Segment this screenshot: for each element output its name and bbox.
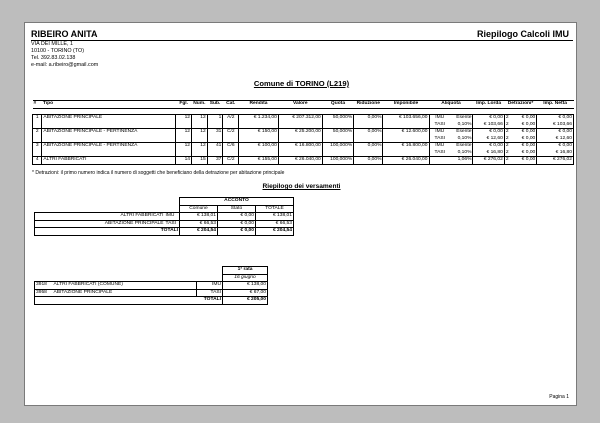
row-aliquota: 0,10%: [450, 122, 473, 129]
rata-totals-label: TOTALI: [35, 297, 223, 305]
row-rendita: € 100,00: [239, 143, 279, 150]
row-tax-type: TASI: [429, 122, 450, 129]
row-aliquota: Esente: [450, 143, 473, 150]
rata-row-tax: TASI: [197, 289, 223, 297]
row-foglio: 12: [176, 143, 192, 150]
row-detrazioni-count: 2: [505, 115, 509, 120]
col-header: Sub.: [207, 101, 223, 109]
col-header-stato: Stato: [218, 205, 256, 213]
rata-row-code: 3958: [35, 289, 53, 297]
row-aliquota: 1,06%: [450, 157, 473, 165]
row-valore: [278, 136, 322, 143]
row-numero: [192, 122, 208, 129]
row-imp-lorda: € 103,66: [473, 122, 504, 129]
rata-row-amount: € 138,00: [223, 282, 268, 290]
row-quota: 50,000%: [322, 115, 353, 122]
rata-row-code: 3918: [35, 282, 53, 290]
row-tax-type: IMU: [429, 129, 450, 136]
row-sub: 31: [207, 129, 223, 136]
col-header-totale: TOTALE: [256, 205, 294, 213]
row-numero: [192, 136, 208, 143]
row-rendita: € 155,00: [239, 157, 279, 165]
row-sub: 37: [207, 157, 223, 165]
row-numero: 12: [192, 115, 208, 122]
col-header-comune: Comune: [180, 205, 218, 213]
row-number: [33, 136, 42, 143]
row-detrazioni: [504, 136, 536, 143]
address-line-2: 10100 - TORINO (TO): [31, 48, 85, 54]
row-riduzione: [354, 136, 383, 143]
row-number: [33, 150, 42, 157]
row-quota: [322, 122, 353, 129]
phone-number: Tel. 392.83.02.138: [31, 55, 76, 61]
riepilogo-title: Riepilogo dei versamenti: [262, 183, 341, 190]
row-riduzione: 0,00%: [354, 143, 383, 150]
rata-title: 1ª rata: [223, 267, 268, 275]
row-riduzione: 0,00%: [354, 157, 383, 165]
acconto-title: ACCONTO: [180, 198, 294, 206]
row-aliquota: Esente: [450, 129, 473, 136]
row-number: 4: [33, 157, 42, 165]
col-header: Detrazioni*: [504, 101, 536, 109]
row-riduzione: 0,00%: [354, 115, 383, 122]
row-imponibile: [383, 122, 429, 129]
table-row: [33, 150, 574, 157]
row-sub: [207, 150, 223, 157]
table-row: [33, 129, 574, 136]
row-imp-lorda: € 276,02: [473, 157, 504, 165]
row-detrazioni-count: 2: [505, 143, 509, 148]
row-imp-netta: € 0,00: [537, 115, 574, 122]
acconto-row-totale: € 138,01: [256, 213, 294, 221]
row-tax-type: IMU: [429, 115, 450, 122]
address-line-1: VIA DEI MILLE, 1: [31, 41, 73, 47]
row-detrazioni-amount: € 0,00: [521, 129, 536, 134]
rata-row: [35, 282, 268, 290]
row-riduzione: [354, 122, 383, 129]
row-tipo: [42, 150, 176, 157]
row-tax-type: IMU: [429, 143, 450, 150]
row-detrazioni: [504, 150, 536, 157]
table-row: [33, 136, 574, 143]
col-header: Fgl.: [176, 101, 192, 109]
row-imp-netta: € 103,66: [537, 122, 574, 129]
row-valore: € 16.800,00: [278, 143, 322, 150]
row-tipo: [42, 136, 176, 143]
row-numero: 15: [192, 157, 208, 165]
acconto-row-comune: € 66,53: [180, 220, 218, 228]
table-row: [33, 115, 574, 122]
rata-row-label: ALTRI FABBRICATI (COMUNE): [53, 282, 197, 290]
row-valore: € 26.040,00: [278, 157, 322, 165]
row-categoria: C/6: [223, 143, 239, 150]
row-foglio: [176, 122, 192, 129]
row-sub: [207, 136, 223, 143]
col-header: Tipo: [42, 101, 176, 109]
row-number: 3: [33, 143, 42, 150]
rata-total: € 205,00: [223, 297, 268, 305]
col-header: Riduzione: [354, 101, 383, 109]
col-header: Aliquota: [429, 101, 473, 109]
row-sub: 41: [207, 143, 223, 150]
properties-table: [32, 100, 574, 165]
row-number: 1: [33, 115, 42, 122]
row-detrazioni-count: 2: [505, 135, 509, 141]
rata-date: 16 giugno: [223, 274, 268, 282]
acconto-table: [34, 197, 294, 236]
col-header: Imp. Netta: [537, 101, 574, 109]
acconto-row-comune: € 138,01: [180, 213, 218, 221]
row-imponibile: € 16.800,00: [383, 143, 429, 150]
row-imp-lorda: € 0,00: [473, 115, 504, 122]
col-header: Imp. Lorda: [473, 101, 504, 109]
row-tipo: ABITAZIONE PRINCIPALE: [42, 115, 176, 122]
row-tax-type: [429, 157, 450, 165]
row-numero: 12: [192, 129, 208, 136]
row-quota: [322, 150, 353, 157]
row-tipo: ALTRI FABBRICATI: [42, 157, 176, 165]
row-tipo: [42, 122, 176, 129]
owner-name: RIBEIRO ANITA: [31, 29, 98, 39]
row-imp-lorda: € 0,00: [473, 129, 504, 136]
row-imp-netta: € 276,02: [537, 157, 574, 165]
acconto-row: [35, 213, 294, 221]
report-title: Riepilogo Calcoli IMU: [476, 29, 569, 39]
row-detrazioni-amount: € 0,00: [521, 143, 536, 148]
row-detrazioni: [504, 122, 536, 129]
table-row: [33, 143, 574, 150]
row-imponibile: [383, 136, 429, 143]
row-valore: € 25.200,00: [278, 129, 322, 136]
row-quota: 50,000%: [322, 129, 353, 136]
row-categoria: [223, 136, 239, 143]
rata-table: [34, 266, 268, 305]
row-foglio: [176, 150, 192, 157]
row-detrazioni-amount: € 0,00: [521, 149, 536, 155]
rata-totals-row: [35, 297, 268, 305]
row-sub: 1: [207, 115, 223, 122]
row-detrazioni-amount: € 0,00: [521, 121, 536, 127]
row-quota: 100,000%: [322, 143, 353, 150]
row-imp-netta: € 12,60: [537, 136, 574, 143]
acconto-row-label: ALTRI FABBRICATI: [35, 213, 165, 221]
rata-row-amount: € 67,00: [223, 289, 268, 297]
row-quota: [322, 136, 353, 143]
row-foglio: 12: [176, 115, 192, 122]
row-rendita: [239, 150, 279, 157]
row-rendita: [239, 136, 279, 143]
row-categoria: A/2: [223, 115, 239, 122]
row-imp-netta: € 0,00: [537, 143, 574, 150]
row-numero: 12: [192, 143, 208, 150]
col-header: Num.: [192, 101, 208, 109]
row-foglio: 12: [176, 129, 192, 136]
row-valore: [278, 122, 322, 129]
row-categoria: C/2: [223, 157, 239, 165]
row-tax-type: TASI: [429, 150, 450, 157]
row-riduzione: [354, 150, 383, 157]
col-header: Rendita: [239, 101, 279, 109]
header-rule: [31, 40, 573, 41]
acconto-total-totale: € 204,54: [256, 228, 294, 236]
table-row: [33, 157, 574, 165]
report-page: [24, 22, 577, 406]
row-quota: 100,000%: [322, 157, 353, 165]
email-address: e-mail: a.ribeiro@gmail.com: [31, 62, 99, 68]
row-categoria: [223, 150, 239, 157]
acconto-totals-label: TOTALI: [35, 228, 180, 236]
row-detrazioni-count: 2: [505, 129, 509, 134]
row-imponibile: € 12.600,00: [383, 129, 429, 136]
acconto-row-stato: € 0,00: [218, 220, 256, 228]
row-imponibile: € 26.040,00: [383, 157, 429, 165]
row-detrazioni-amount: € 0,00: [521, 135, 536, 141]
row-imp-lorda: € 0,00: [473, 143, 504, 150]
detrazioni-note: * Detrazioni: il primo numero indica il numero di soggetti che beneficiano della detrazione per abitazione principale: [32, 170, 285, 176]
row-detrazioni-count: 2: [505, 149, 509, 155]
col-header: Valore: [278, 101, 322, 109]
row-imp-lorda: € 12,60: [473, 136, 504, 143]
row-rendita: € 150,00: [239, 129, 279, 136]
row-detrazioni: [504, 115, 536, 122]
acconto-total-comune: € 204,54: [180, 228, 218, 236]
acconto-row: [35, 220, 294, 228]
comune-title: Comune di TORINO (L219): [253, 79, 350, 88]
col-header: Imponibile: [383, 101, 429, 109]
acconto-row-totale: € 66,53: [256, 220, 294, 228]
row-categoria: [223, 122, 239, 129]
row-detrazioni: [504, 143, 536, 150]
row-number: [33, 122, 42, 129]
acconto-row-stato: € 0,00: [218, 213, 256, 221]
rata-row: [35, 289, 268, 297]
row-imp-netta: € 0,00: [537, 129, 574, 136]
row-aliquota: 0,10%: [450, 150, 473, 157]
table-header-row: [33, 101, 574, 109]
page-number: Pagina 1: [549, 394, 569, 400]
acconto-row-tax: TASI: [165, 220, 180, 228]
col-header: #: [33, 101, 42, 109]
row-sub: [207, 122, 223, 129]
row-foglio: 14: [176, 157, 192, 165]
row-imponibile: € 103.656,00: [383, 115, 429, 122]
row-detrazioni-count: 2: [505, 157, 509, 162]
row-aliquota: Esente: [450, 115, 473, 122]
row-valore: € 207.312,00: [278, 115, 322, 122]
row-detrazioni-amount: € 0,00: [521, 157, 536, 162]
row-rendita: [239, 122, 279, 129]
row-tipo: ABITAZIONE PRINCIPALE - PERTINENZA: [42, 143, 176, 150]
row-imponibile: [383, 150, 429, 157]
row-riduzione: 0,00%: [354, 129, 383, 136]
row-categoria: C/2: [223, 129, 239, 136]
rata-row-tax: IMU: [197, 282, 223, 290]
col-header: Cat.: [223, 101, 239, 109]
row-numero: [192, 150, 208, 157]
acconto-row-label: ABITAZIONE PRINCIPALE: [35, 220, 165, 228]
row-imp-lorda: € 16,80: [473, 150, 504, 157]
row-aliquota: 0,10%: [450, 136, 473, 143]
table-row: [33, 122, 574, 129]
rata-row-label: ABITAZIONE PRINCIPALE: [53, 289, 197, 297]
row-foglio: [176, 136, 192, 143]
row-detrazioni-count: 2: [505, 121, 509, 127]
row-tax-type: TASI: [429, 136, 450, 143]
acconto-total-stato: € 0,00: [218, 228, 256, 236]
row-number: 2: [33, 129, 42, 136]
row-detrazioni: [504, 129, 536, 136]
col-header: Quota: [322, 101, 353, 109]
row-rendita: € 1.234,00: [239, 115, 279, 122]
row-imp-netta: € 16,80: [537, 150, 574, 157]
row-valore: [278, 150, 322, 157]
acconto-row-tax: IMU: [165, 213, 180, 221]
row-tipo: ABITAZIONE PRINCIPALE - PERTINENZA: [42, 129, 176, 136]
acconto-totals-row: [35, 228, 294, 236]
row-detrazioni-amount: € 0,00: [521, 115, 536, 120]
row-detrazioni: [504, 157, 536, 165]
